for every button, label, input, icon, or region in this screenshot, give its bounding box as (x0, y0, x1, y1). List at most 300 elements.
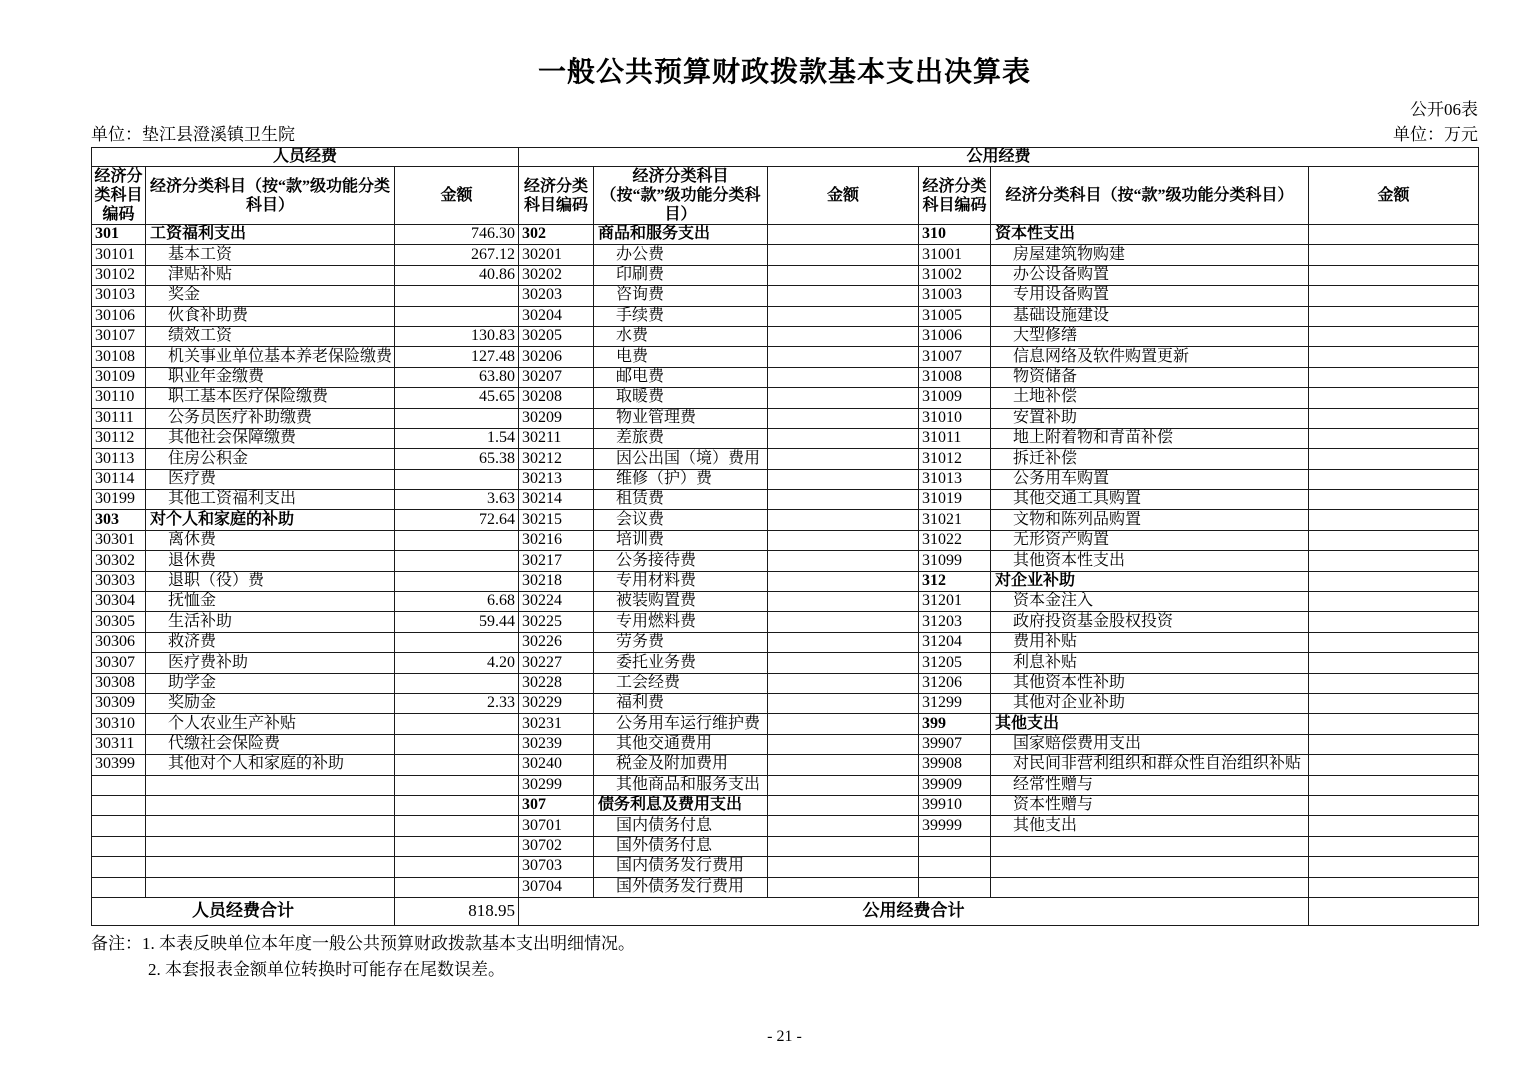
cell-name: 基本工资 (146, 245, 395, 265)
cell-code: 30204 (519, 306, 594, 326)
cell-code (92, 836, 146, 856)
cell-name: 大型修缮 (991, 326, 1309, 346)
cell-name: 其他支出 (991, 714, 1309, 734)
cell-amount (768, 551, 919, 571)
cell-code: 31299 (919, 693, 991, 713)
cell-name: 基础设施建设 (991, 306, 1309, 326)
cell-code: 30703 (519, 857, 594, 877)
cell-code: 31005 (919, 306, 991, 326)
table-row (92, 245, 1479, 265)
cell-name (991, 877, 1309, 897)
cell-code: 31203 (919, 612, 991, 632)
cell-code: 30207 (519, 367, 594, 387)
cell-name: 离休费 (146, 530, 395, 550)
cell-code: 31205 (919, 653, 991, 673)
cell-code: 31001 (919, 245, 991, 265)
cell-name: 税金及附加费用 (594, 755, 768, 775)
table-row (92, 877, 1479, 897)
cell-amount: 130.83 (395, 326, 519, 346)
cell-code: 31002 (919, 265, 991, 285)
cell-name (146, 857, 395, 877)
cell-name: 职业年金缴费 (146, 367, 395, 387)
cell-name: 无形资产购置 (991, 530, 1309, 550)
cell-amount: 45.65 (395, 388, 519, 408)
cell-name: 办公费 (594, 245, 768, 265)
table-row (92, 734, 1479, 754)
cell-code: 30229 (519, 693, 594, 713)
cell-amount (768, 326, 919, 346)
expenditure-table (91, 147, 1479, 926)
cell-amount (1309, 775, 1479, 795)
cell-name: 资本性赠与 (991, 795, 1309, 815)
cell-code: 30216 (519, 530, 594, 550)
cell-code: 31206 (919, 673, 991, 693)
cell-amount (1309, 286, 1479, 306)
cell-amount (768, 408, 919, 428)
table-row (92, 388, 1479, 408)
cell-name: 物资储备 (991, 367, 1309, 387)
cell-code: 30231 (519, 714, 594, 734)
cell-amount (395, 632, 519, 652)
cell-code: 302 (519, 225, 594, 245)
section-public-header: 公用经费 (519, 148, 1479, 167)
cell-amount: 127.48 (395, 347, 519, 367)
cell-amount: 40.86 (395, 265, 519, 285)
cell-name (991, 836, 1309, 856)
cell-code: 31019 (919, 490, 991, 510)
cell-amount (768, 632, 919, 652)
cell-amount: 59.44 (395, 612, 519, 632)
cell-code: 301 (92, 225, 146, 245)
cell-amount: 72.64 (395, 510, 519, 530)
cell-code: 399 (919, 714, 991, 734)
cell-name: 其他工资福利支出 (146, 490, 395, 510)
section-personnel-header: 人员经费 (92, 148, 519, 167)
cell-amount (1309, 326, 1479, 346)
cell-amount (768, 693, 919, 713)
cell-name: 专用设备购置 (991, 286, 1309, 306)
cell-amount (1309, 632, 1479, 652)
cell-name: 委托业务费 (594, 653, 768, 673)
table-row (92, 408, 1479, 428)
cell-amount (768, 225, 919, 245)
cell-amount (768, 245, 919, 265)
final-accounts-table (91, 147, 1479, 926)
cell-name: 债务利息及费用支出 (594, 795, 768, 815)
cell-name: 信息网络及软件购置更新 (991, 347, 1309, 367)
cell-code: 30310 (92, 714, 146, 734)
cell-code: 30101 (92, 245, 146, 265)
cell-amount: 3.63 (395, 490, 519, 510)
col-header-subject-3: 经济分类科目（按“款”级功能分类科目） (991, 167, 1309, 225)
cell-code: 31204 (919, 632, 991, 652)
table-row (92, 755, 1479, 775)
cell-amount (1309, 551, 1479, 571)
cell-amount (1309, 857, 1479, 877)
public-total-amount (1309, 897, 1479, 925)
cell-code: 31006 (919, 326, 991, 346)
cell-name: 因公出国（境）费用 (594, 449, 768, 469)
table-body (92, 225, 1479, 898)
cell-name: 劳务费 (594, 632, 768, 652)
cell-name: 水费 (594, 326, 768, 346)
cell-amount (768, 734, 919, 754)
cell-name: 其他交通费用 (594, 734, 768, 754)
cell-code: 30102 (92, 265, 146, 285)
cell-amount (395, 775, 519, 795)
cell-amount (768, 775, 919, 795)
cell-amount (1309, 836, 1479, 856)
page-title: 一般公共预算财政拨款基本支出决算表 (537, 57, 1031, 88)
table-row (92, 490, 1479, 510)
cell-code: 30212 (519, 449, 594, 469)
cell-amount (1309, 877, 1479, 897)
cell-amount: 1.54 (395, 428, 519, 448)
cell-name: 国内债务付息 (594, 816, 768, 836)
cell-amount (768, 449, 919, 469)
personnel-total-amount: 818.95 (395, 897, 519, 925)
cell-name: 退职（役）费 (146, 571, 395, 591)
cell-name: 其他对企业补助 (991, 693, 1309, 713)
cell-code: 31013 (919, 469, 991, 489)
cell-name: 助学金 (146, 673, 395, 693)
cell-name: 物业管理费 (594, 408, 768, 428)
cell-amount (1309, 612, 1479, 632)
public-total-label: 公用经费合计 (519, 897, 1309, 925)
cell-name: 医疗费 (146, 469, 395, 489)
cell-amount: 267.12 (395, 245, 519, 265)
totals-row (92, 897, 1479, 925)
cell-amount (768, 816, 919, 836)
table-row (92, 857, 1479, 877)
cell-code: 30309 (92, 693, 146, 713)
cell-name: 工资福利支出 (146, 225, 395, 245)
cell-code: 39908 (919, 755, 991, 775)
table-row (92, 510, 1479, 530)
cell-name: 办公设备购置 (991, 265, 1309, 285)
table-row (92, 225, 1479, 245)
table-row (92, 530, 1479, 550)
cell-amount (768, 571, 919, 591)
cell-code: 310 (919, 225, 991, 245)
table-row (92, 612, 1479, 632)
cell-name: 国外债务付息 (594, 836, 768, 856)
cell-name: 专用燃料费 (594, 612, 768, 632)
col-header-amount-3: 金额 (1309, 167, 1479, 225)
cell-code: 30701 (519, 816, 594, 836)
table-row (92, 326, 1479, 346)
cell-amount: 65.38 (395, 449, 519, 469)
cell-name: 绩效工资 (146, 326, 395, 346)
cell-amount (1309, 428, 1479, 448)
cell-amount (1309, 653, 1479, 673)
cell-amount (1309, 306, 1479, 326)
cell-code: 30211 (519, 428, 594, 448)
cell-name: 其他商品和服务支出 (594, 775, 768, 795)
cell-code: 30311 (92, 734, 146, 754)
cell-name: 其他资本性补助 (991, 673, 1309, 693)
cell-name: 差旅费 (594, 428, 768, 448)
cell-amount (1309, 673, 1479, 693)
cell-code (92, 816, 146, 836)
cell-name: 生活补助 (146, 612, 395, 632)
form-number: 公开06表 (1410, 100, 1478, 119)
cell-name: 商品和服务支出 (594, 225, 768, 245)
cell-code: 31021 (919, 510, 991, 530)
cell-amount: 63.80 (395, 367, 519, 387)
cell-code: 30224 (519, 592, 594, 612)
cell-code: 30227 (519, 653, 594, 673)
table-row (92, 367, 1479, 387)
cell-name: 其他资本性支出 (991, 551, 1309, 571)
cell-amount (1309, 571, 1479, 591)
cell-name: 公务接待费 (594, 551, 768, 571)
cell-amount (395, 306, 519, 326)
cell-code: 30106 (92, 306, 146, 326)
cell-code: 30110 (92, 388, 146, 408)
cell-code: 30218 (519, 571, 594, 591)
cell-name: 印刷费 (594, 265, 768, 285)
cell-name: 拆迁补偿 (991, 449, 1309, 469)
cell-name: 对个人和家庭的补助 (146, 510, 395, 530)
cell-name: 机关事业单位基本养老保险缴费 (146, 347, 395, 367)
cell-amount (1309, 755, 1479, 775)
cell-amount (1309, 816, 1479, 836)
cell-amount (1309, 347, 1479, 367)
table-row (92, 775, 1479, 795)
cell-code: 31012 (919, 449, 991, 469)
table-row (92, 592, 1479, 612)
cell-code: 30107 (92, 326, 146, 346)
cell-code: 31022 (919, 530, 991, 550)
cell-name (146, 775, 395, 795)
cell-code: 30704 (519, 877, 594, 897)
cell-name: 资本金注入 (991, 592, 1309, 612)
cell-code: 30203 (519, 286, 594, 306)
cell-code (92, 877, 146, 897)
org-name: 单位：垫江县澄溪镇卫生院 (91, 125, 295, 144)
cell-amount (768, 530, 919, 550)
cell-code: 30240 (519, 755, 594, 775)
cell-name: 津贴补贴 (146, 265, 395, 285)
cell-code (919, 836, 991, 856)
table-row (92, 795, 1479, 815)
cell-amount (768, 265, 919, 285)
table-row (92, 816, 1479, 836)
cell-code: 30214 (519, 490, 594, 510)
cell-code: 30215 (519, 510, 594, 530)
cell-name: 国家赔偿费用支出 (991, 734, 1309, 754)
table-row (92, 347, 1479, 367)
cell-name: 工会经费 (594, 673, 768, 693)
cell-code: 30213 (519, 469, 594, 489)
cell-name: 代缴社会保险费 (146, 734, 395, 754)
table-row (92, 428, 1479, 448)
cell-code: 30399 (92, 755, 146, 775)
table-row (92, 693, 1479, 713)
cell-amount (395, 571, 519, 591)
column-header-row (92, 167, 1479, 225)
cell-code: 30303 (92, 571, 146, 591)
col-header-code-1: 经济分类科目编码 (92, 167, 146, 225)
cell-amount (768, 755, 919, 775)
cell-amount (395, 286, 519, 306)
cell-name (146, 836, 395, 856)
cell-code: 30301 (92, 530, 146, 550)
cell-amount (395, 755, 519, 775)
cell-name: 奖金 (146, 286, 395, 306)
table-row (92, 571, 1479, 591)
cell-name: 其他社会保障缴费 (146, 428, 395, 448)
cell-code: 30202 (519, 265, 594, 285)
cell-code: 30201 (519, 245, 594, 265)
table-row (92, 632, 1479, 652)
cell-amount (768, 836, 919, 856)
cell-amount (1309, 225, 1479, 245)
cell-name: 其他支出 (991, 816, 1309, 836)
cell-name: 咨询费 (594, 286, 768, 306)
cell-amount: 2.33 (395, 693, 519, 713)
cell-name: 手续费 (594, 306, 768, 326)
cell-amount (768, 469, 919, 489)
cell-name: 经常性赠与 (991, 775, 1309, 795)
cell-amount (395, 857, 519, 877)
cell-code (92, 795, 146, 815)
cell-name: 文物和陈列品购置 (991, 510, 1309, 530)
cell-amount (1309, 388, 1479, 408)
cell-code: 30217 (519, 551, 594, 571)
cell-amount (395, 877, 519, 897)
note-line-2: 2. 本套报表金额单位转换时可能存在尾数误差。 (148, 960, 505, 979)
cell-amount (768, 510, 919, 530)
cell-name: 国外债务发行费用 (594, 877, 768, 897)
cell-amount (1309, 408, 1479, 428)
cell-amount (768, 612, 919, 632)
cell-code: 30239 (519, 734, 594, 754)
cell-amount (768, 795, 919, 815)
table-row (92, 469, 1479, 489)
cell-name: 政府投资基金股权投资 (991, 612, 1309, 632)
cell-name (146, 795, 395, 815)
cell-code: 30199 (92, 490, 146, 510)
cell-name: 对企业补助 (991, 571, 1309, 591)
cell-name: 土地补偿 (991, 388, 1309, 408)
table-row (92, 265, 1479, 285)
cell-name (146, 877, 395, 897)
cell-amount (768, 286, 919, 306)
cell-code: 30103 (92, 286, 146, 306)
table-row (92, 306, 1479, 326)
cell-code: 30299 (519, 775, 594, 795)
cell-code: 39999 (919, 816, 991, 836)
amount-unit-label: 单位：万元 (1393, 125, 1478, 144)
cell-name: 费用补贴 (991, 632, 1309, 652)
cell-amount (768, 653, 919, 673)
cell-name: 对民间非营利组织和群众性自治组织补贴 (991, 755, 1309, 775)
cell-name: 安置补助 (991, 408, 1309, 428)
cell-code: 30108 (92, 347, 146, 367)
cell-name: 会议费 (594, 510, 768, 530)
cell-amount (395, 530, 519, 550)
cell-code: 30702 (519, 836, 594, 856)
cell-name: 伙食补助费 (146, 306, 395, 326)
cell-name: 医疗费补助 (146, 653, 395, 673)
cell-amount (768, 347, 919, 367)
cell-name: 地上附着物和青苗补偿 (991, 428, 1309, 448)
cell-amount (1309, 734, 1479, 754)
cell-name (146, 816, 395, 836)
cell-code: 30109 (92, 367, 146, 387)
cell-code: 30208 (519, 388, 594, 408)
table-row (92, 653, 1479, 673)
table-row (92, 286, 1479, 306)
cell-amount (768, 877, 919, 897)
cell-amount (395, 551, 519, 571)
cell-name: 抚恤金 (146, 592, 395, 612)
cell-code (92, 857, 146, 877)
cell-amount (395, 673, 519, 693)
cell-name: 公务用车购置 (991, 469, 1309, 489)
cell-code: 31010 (919, 408, 991, 428)
cell-amount: 4.20 (395, 653, 519, 673)
table-row (92, 673, 1479, 693)
cell-name: 电费 (594, 347, 768, 367)
cell-code: 30209 (519, 408, 594, 428)
cell-name: 公务用车运行维护费 (594, 714, 768, 734)
cell-name: 培训费 (594, 530, 768, 550)
cell-code: 303 (92, 510, 146, 530)
personnel-total-label: 人员经费合计 (92, 897, 395, 925)
cell-amount (1309, 469, 1479, 489)
cell-name: 利息补贴 (991, 653, 1309, 673)
cell-amount (768, 306, 919, 326)
cell-code: 30307 (92, 653, 146, 673)
cell-code: 30205 (519, 326, 594, 346)
cell-code: 39910 (919, 795, 991, 815)
table-row (92, 551, 1479, 571)
cell-code: 31201 (919, 592, 991, 612)
cell-amount (768, 428, 919, 448)
col-header-subject-2: 经济分类科目（按“款”级功能分类科目） (594, 167, 768, 225)
cell-amount (768, 592, 919, 612)
cell-amount (768, 857, 919, 877)
section-header-row (92, 148, 1479, 167)
cell-code: 30302 (92, 551, 146, 571)
cell-code: 31003 (919, 286, 991, 306)
cell-amount (768, 714, 919, 734)
cell-code: 39909 (919, 775, 991, 795)
notes-block (91, 931, 635, 983)
col-header-amount-1: 金额 (395, 167, 519, 225)
cell-code: 31009 (919, 388, 991, 408)
col-header-code-2: 经济分类科目编码 (519, 167, 594, 225)
org-unit-line (91, 120, 1478, 145)
cell-code: 30206 (519, 347, 594, 367)
cell-amount (395, 408, 519, 428)
cell-amount (768, 673, 919, 693)
cell-amount (1309, 245, 1479, 265)
cell-code: 30304 (92, 592, 146, 612)
cell-name: 资本性支出 (991, 225, 1309, 245)
cell-code: 30308 (92, 673, 146, 693)
cell-code: 30112 (92, 428, 146, 448)
cell-code: 30305 (92, 612, 146, 632)
cell-name: 公务员医疗补助缴费 (146, 408, 395, 428)
cell-amount (395, 469, 519, 489)
cell-code: 30306 (92, 632, 146, 652)
cell-amount: 746.30 (395, 225, 519, 245)
table-row (92, 714, 1479, 734)
